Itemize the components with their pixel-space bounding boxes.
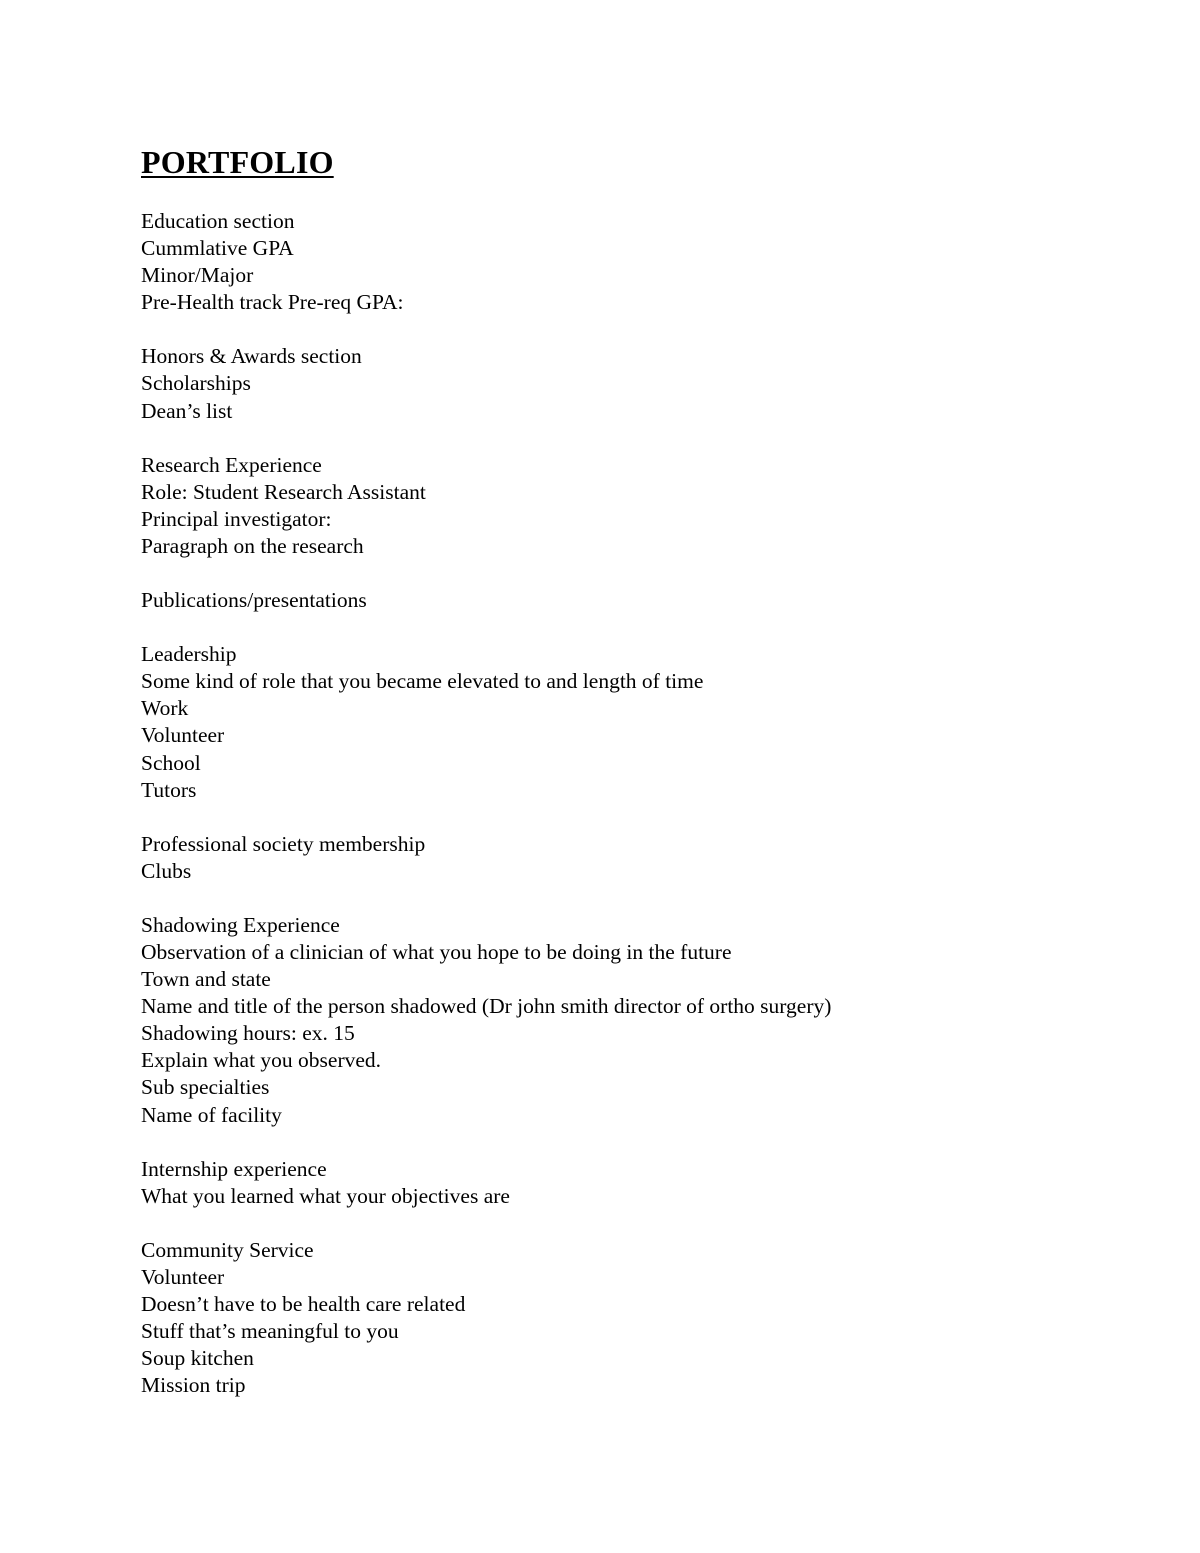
text-line: Principal investigator: [141,506,332,531]
section-heading: Shadowing Experience [141,912,340,937]
text-line: Explain what you observed. [141,1048,382,1073]
document-body [141,208,1141,1426]
text-line: Soup kitchen [141,1346,254,1371]
text-line: Paragraph on the research [141,533,364,558]
text-line: Mission trip [141,1373,246,1398]
section-heading: Professional society membership [141,831,426,856]
section-research-experience [141,452,1141,560]
text-line: Stuff that’s meaningful to you [141,1319,399,1344]
text-line: Pre-Health track Pre-req GPA: [141,290,404,315]
section-leadership [141,641,1141,804]
section-community-service [141,1237,1141,1400]
text-line: Role: Student Research Assistant [141,479,426,504]
section-honors-awards [141,343,1141,424]
text-line: Doesn’t have to be health care related [141,1292,466,1316]
text-line: Scholarships [141,371,251,396]
text-line: Clubs [141,858,192,883]
section-heading: Community Service [141,1237,314,1262]
text-line: Sub specialties [141,1075,270,1100]
text-line: Minor/Major [141,263,254,288]
text-line: Tutors [141,777,197,802]
text-line: What you learned what your objectives are [141,1183,510,1208]
text-line: Town and state [141,967,271,992]
section-education [141,208,1141,316]
text-line: Cummlative GPA [141,236,294,261]
section-heading: Internship experience [141,1156,327,1181]
section-shadowing-experience [141,912,1141,1129]
section-professional-society [141,831,1141,885]
text-line: Shadowing hours: ex. 15 [141,1021,355,1046]
text-line: Name and title of the person shadowed (Dr john smith director of ortho surgery) [141,994,832,1019]
section-publications [141,587,1141,614]
text-line: Observation of a clinician of what you hope to be doing in the future [141,939,732,964]
document-title: PORTFOLIO [141,144,334,180]
text-line: Volunteer [141,723,225,748]
section-heading: Education section [141,209,295,233]
text-line: Work [141,696,189,721]
section-heading: Research Experience [141,452,322,477]
section-heading: Publications/presentations [141,588,367,613]
text-line: Some kind of role that you became elevated to and length of time [141,669,704,694]
section-internship-experience [141,1156,1141,1210]
text-line: School [141,750,201,775]
section-heading: Honors & Awards section [141,344,362,369]
text-line: Dean’s list [141,398,233,423]
section-heading: Leadership [141,642,237,667]
text-line: Name of facility [141,1102,282,1127]
text-line: Volunteer [141,1264,225,1289]
